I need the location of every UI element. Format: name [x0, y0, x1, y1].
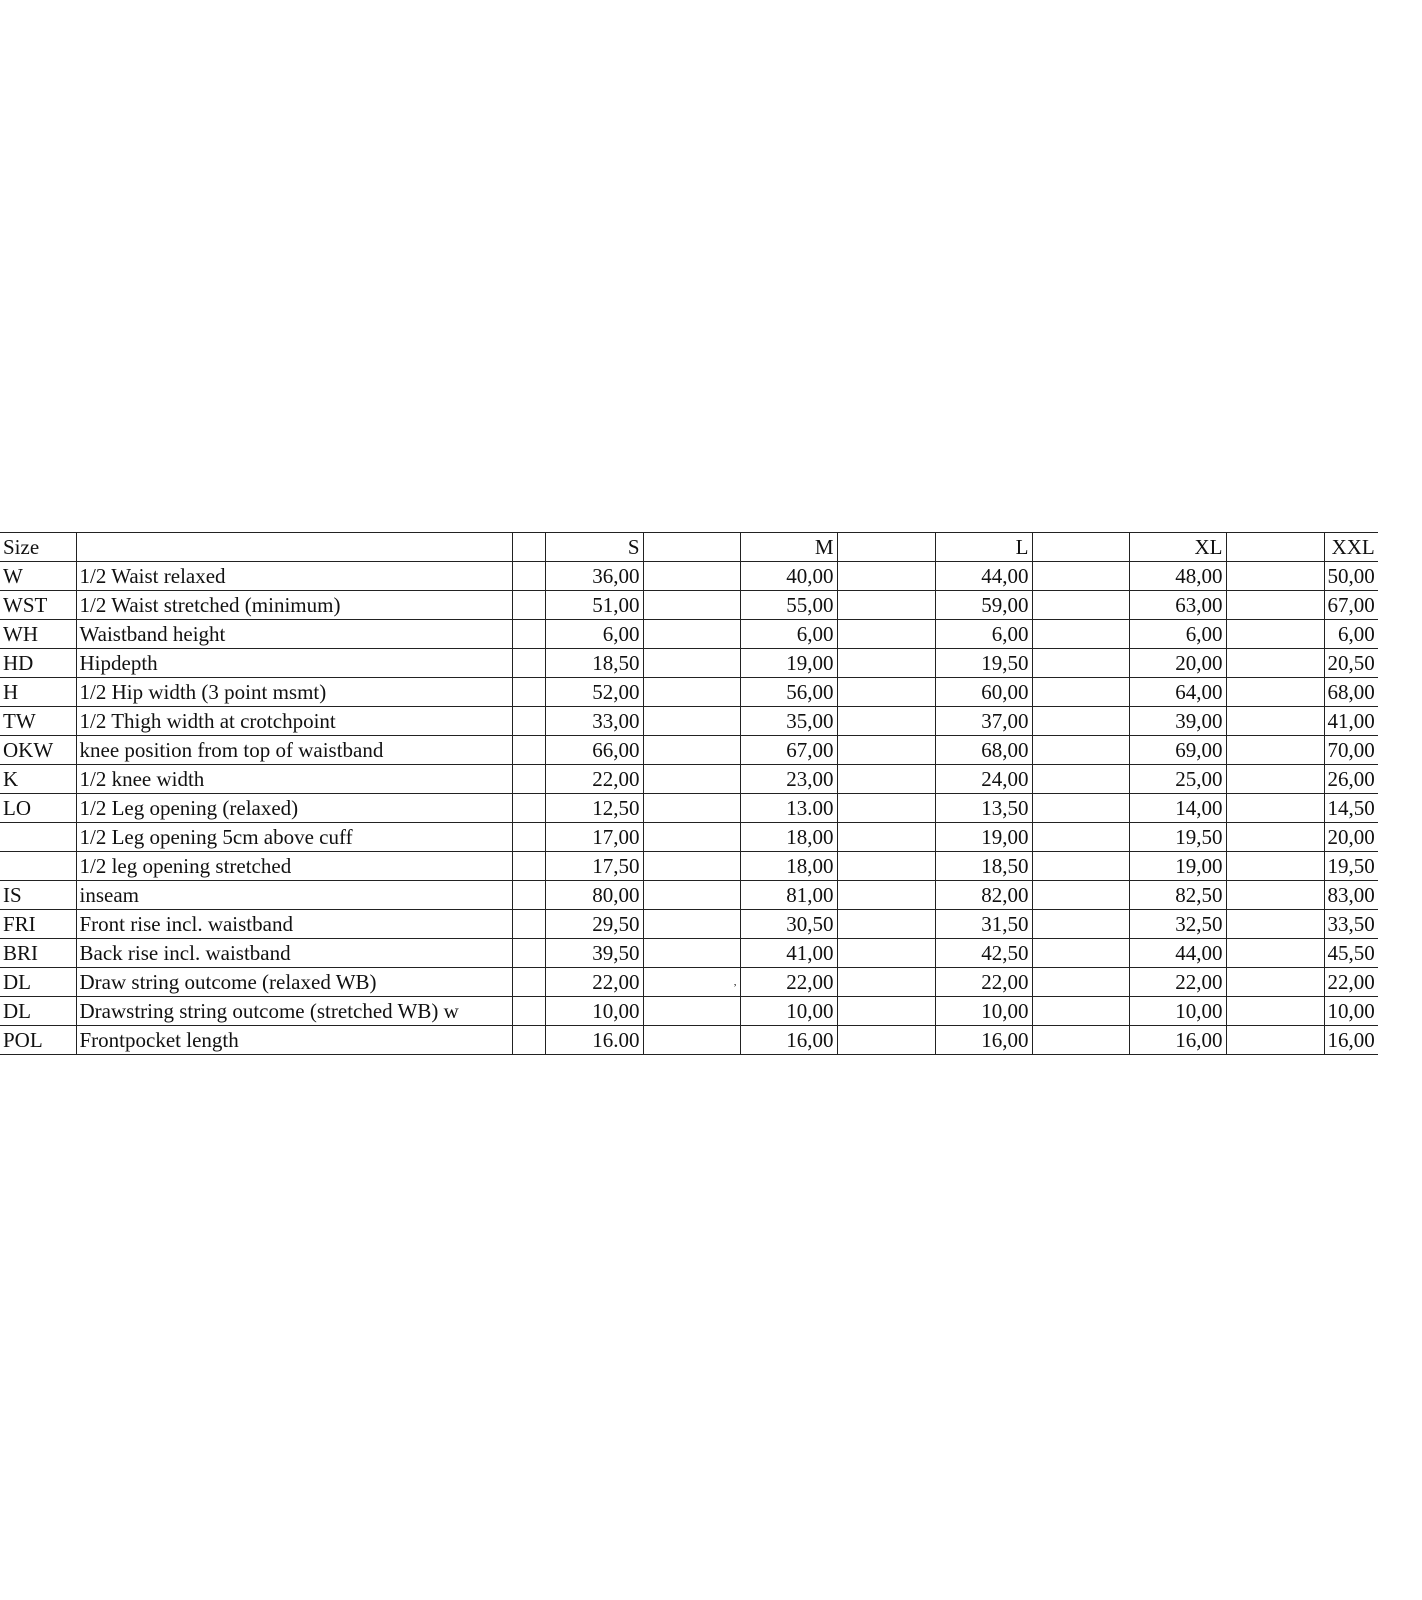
table-spacer-cell: [1032, 707, 1129, 736]
value-xxl: 6,00: [1324, 620, 1378, 649]
row-code: LO: [0, 794, 76, 823]
row-code: POL: [0, 1026, 76, 1055]
table-spacer-cell: [1032, 1026, 1129, 1055]
value-s: 29,50: [545, 910, 643, 939]
table-spacer-cell: [1032, 562, 1129, 591]
value-xl: 14,00: [1129, 794, 1226, 823]
value-l: 60,00: [935, 678, 1032, 707]
table-row: [0, 910, 1378, 939]
value-s: 18,50: [545, 649, 643, 678]
table-spacer-cell: [837, 591, 935, 620]
value-m: 23,00: [740, 765, 837, 794]
value-xl: 19,50: [1129, 823, 1226, 852]
value-m: 19,00: [740, 649, 837, 678]
table-spacer-cell: [837, 649, 935, 678]
value-xxl: 67,00: [1324, 591, 1378, 620]
value-xxl: 19,50: [1324, 852, 1378, 881]
value-s: 22,00: [545, 968, 643, 997]
value-xl: 16,00: [1129, 1026, 1226, 1055]
table-spacer-cell: [512, 649, 545, 678]
table-row: [0, 562, 1378, 591]
value-l: 19,50: [935, 649, 1032, 678]
table-spacer-cell: [837, 794, 935, 823]
table-row: [0, 736, 1378, 765]
value-l: 22,00: [935, 968, 1032, 997]
value-m: 22,00: [740, 968, 837, 997]
table-row: [0, 794, 1378, 823]
row-description: 1/2 Waist stretched (minimum): [76, 591, 512, 620]
row-code: WH: [0, 620, 76, 649]
table-spacer-cell: [512, 910, 545, 939]
value-m: 67,00: [740, 736, 837, 765]
table-spacer-cell: [837, 707, 935, 736]
row-code: FRI: [0, 910, 76, 939]
value-s: 17,00: [545, 823, 643, 852]
table-spacer-cell: [643, 939, 740, 968]
table-spacer-cell: [1032, 591, 1129, 620]
table-spacer-cell: [1032, 852, 1129, 881]
table-row: [0, 939, 1378, 968]
table-spacer-cell: [1226, 968, 1324, 997]
row-description: Drawstring string outcome (stretched WB) w: [76, 997, 512, 1026]
value-m: 18,00: [740, 823, 837, 852]
row-code: W: [0, 562, 76, 591]
value-m: 35,00: [740, 707, 837, 736]
value-xl: 39,00: [1129, 707, 1226, 736]
value-xl: 10,00: [1129, 997, 1226, 1026]
row-code: DL: [0, 997, 76, 1026]
value-m: 30,50: [740, 910, 837, 939]
row-code: OKW: [0, 736, 76, 765]
header-description: [76, 533, 512, 562]
value-s: 52,00: [545, 678, 643, 707]
table-spacer-cell: [1032, 881, 1129, 910]
table-spacer-cell: [837, 881, 935, 910]
table-spacer-cell: [1032, 939, 1129, 968]
table-spacer-cell: [1032, 736, 1129, 765]
table-spacer-cell: [643, 765, 740, 794]
value-m: 41,00: [740, 939, 837, 968]
row-code: [0, 823, 76, 852]
value-m: 18,00: [740, 852, 837, 881]
row-code: HD: [0, 649, 76, 678]
table-spacer-cell: [643, 881, 740, 910]
table-spacer-cell: [512, 1026, 545, 1055]
value-l: 59,00: [935, 591, 1032, 620]
value-l: 19,00: [935, 823, 1032, 852]
table-spacer-cell: [512, 939, 545, 968]
table-spacer-cell: [1226, 881, 1324, 910]
value-l: 44,00: [935, 562, 1032, 591]
table-spacer-cell: [1226, 794, 1324, 823]
value-xxl: 45,50: [1324, 939, 1378, 968]
value-xxl: 14,50: [1324, 794, 1378, 823]
table-spacer-cell: [1032, 823, 1129, 852]
header-size-label: Size: [0, 533, 76, 562]
value-xl: 64,00: [1129, 678, 1226, 707]
row-description: 1/2 knee width: [76, 765, 512, 794]
table-row: [0, 591, 1378, 620]
table-spacer-cell: [643, 649, 740, 678]
value-xl: 48,00: [1129, 562, 1226, 591]
value-l: 13,50: [935, 794, 1032, 823]
table-spacer-cell: [1032, 620, 1129, 649]
table-spacer-cell: [512, 765, 545, 794]
header-size-m: M: [740, 533, 837, 562]
table-spacer-cell: [837, 562, 935, 591]
table-spacer-cell: [512, 620, 545, 649]
table-spacer-cell: [643, 910, 740, 939]
value-l: 68,00: [935, 736, 1032, 765]
value-m: 81,00: [740, 881, 837, 910]
header-size-l: L: [935, 533, 1032, 562]
table-spacer-cell: [1032, 678, 1129, 707]
table-spacer-cell: [1032, 794, 1129, 823]
value-xxl: 70,00: [1324, 736, 1378, 765]
row-description: Frontpocket length: [76, 1026, 512, 1055]
table-spacer-cell: [1226, 852, 1324, 881]
row-description: inseam: [76, 881, 512, 910]
row-description: 1/2 leg opening stretched: [76, 852, 512, 881]
value-l: 6,00: [935, 620, 1032, 649]
table-spacer-cell: [837, 823, 935, 852]
value-m: 40,00: [740, 562, 837, 591]
table-spacer-cell: [643, 736, 740, 765]
value-xl: 63,00: [1129, 591, 1226, 620]
table-row: [0, 852, 1378, 881]
value-xl: 6,00: [1129, 620, 1226, 649]
table-spacer-cell: [1226, 620, 1324, 649]
value-s: 10,00: [545, 997, 643, 1026]
row-description: Waistband height: [76, 620, 512, 649]
value-xxl: 33,50: [1324, 910, 1378, 939]
table-spacer-cell: [837, 968, 935, 997]
table-spacer-cell: [512, 707, 545, 736]
table-row: [0, 997, 1378, 1026]
value-s: 16.00: [545, 1026, 643, 1055]
value-xxl: 22,00: [1324, 968, 1378, 997]
value-s: 22,00: [545, 765, 643, 794]
value-xl: 20,00: [1129, 649, 1226, 678]
value-l: 82,00: [935, 881, 1032, 910]
value-xl: 32,50: [1129, 910, 1226, 939]
table-spacer-cell: [512, 736, 545, 765]
value-s: 39,50: [545, 939, 643, 968]
table-row: [0, 620, 1378, 649]
table-spacer-cell: [512, 562, 545, 591]
table-spacer-cell: [837, 765, 935, 794]
table-spacer-cell: [1032, 649, 1129, 678]
table-spacer-cell: [1226, 649, 1324, 678]
table-spacer-cell: [837, 939, 935, 968]
table-row: [0, 881, 1378, 910]
value-m: 6,00: [740, 620, 837, 649]
value-m: 56,00: [740, 678, 837, 707]
row-description: Draw string outcome (relaxed WB): [76, 968, 512, 997]
table-row: [0, 678, 1378, 707]
value-l: 10,00: [935, 997, 1032, 1026]
value-xxl: 10,00: [1324, 997, 1378, 1026]
row-code: K: [0, 765, 76, 794]
table-spacer-cell: [1226, 591, 1324, 620]
table-row: [0, 649, 1378, 678]
table-spacer-cell: [1226, 765, 1324, 794]
table-row: [0, 968, 1378, 997]
value-xl: 25,00: [1129, 765, 1226, 794]
table-row: [0, 1026, 1378, 1055]
table-spacer-cell: [837, 852, 935, 881]
row-code: WST: [0, 591, 76, 620]
value-s: 80,00: [545, 881, 643, 910]
value-m: 16,00: [740, 1026, 837, 1055]
table-spacer-cell: [643, 823, 740, 852]
value-s: 36,00: [545, 562, 643, 591]
row-description: 1/2 Leg opening 5cm above cuff: [76, 823, 512, 852]
value-xl: 44,00: [1129, 939, 1226, 968]
table-spacer-cell: [643, 533, 740, 562]
header-size-xl: XL: [1129, 533, 1226, 562]
table-spacer-cell: [512, 533, 545, 562]
row-description: Back rise incl. waistband: [76, 939, 512, 968]
table-spacer-cell: [1032, 765, 1129, 794]
table-spacer-cell: [643, 997, 740, 1026]
stray-mark: ,: [643, 968, 740, 997]
row-description: Front rise incl. waistband: [76, 910, 512, 939]
value-l: 24,00: [935, 765, 1032, 794]
value-s: 51,00: [545, 591, 643, 620]
table-spacer-cell: [512, 852, 545, 881]
table-spacer-cell: [643, 852, 740, 881]
table-spacer-cell: [512, 968, 545, 997]
table-spacer-cell: [1226, 910, 1324, 939]
header-size-xxl: XXL: [1324, 533, 1378, 562]
table-spacer-cell: [512, 823, 545, 852]
table-spacer-cell: [837, 620, 935, 649]
row-code: TW: [0, 707, 76, 736]
value-l: 42,50: [935, 939, 1032, 968]
table-spacer-cell: [1226, 1026, 1324, 1055]
row-code: H: [0, 678, 76, 707]
table-spacer-cell: [837, 997, 935, 1026]
table-spacer-cell: [512, 678, 545, 707]
table-spacer-cell: [1226, 533, 1324, 562]
value-m: 10,00: [740, 997, 837, 1026]
table-row: [0, 707, 1378, 736]
row-description: 1/2 Hip width (3 point msmt): [76, 678, 512, 707]
table-spacer-cell: [1032, 533, 1129, 562]
row-description: 1/2 Thigh width at crotchpoint: [76, 707, 512, 736]
value-s: 66,00: [545, 736, 643, 765]
table-spacer-cell: [837, 678, 935, 707]
value-s: 12,50: [545, 794, 643, 823]
value-s: 6,00: [545, 620, 643, 649]
table-spacer-cell: [643, 591, 740, 620]
table-spacer-cell: [512, 881, 545, 910]
value-s: 17,50: [545, 852, 643, 881]
table-spacer-cell: [643, 562, 740, 591]
value-xxl: 41,00: [1324, 707, 1378, 736]
table-spacer-cell: [837, 910, 935, 939]
table-spacer-cell: [512, 794, 545, 823]
value-xl: 22,00: [1129, 968, 1226, 997]
table-spacer-cell: [1226, 939, 1324, 968]
table-spacer-cell: [1226, 997, 1324, 1026]
table-row: [0, 765, 1378, 794]
table-spacer-cell: [1226, 678, 1324, 707]
value-l: 18,50: [935, 852, 1032, 881]
row-code: DL: [0, 968, 76, 997]
table-spacer-cell: [1032, 968, 1129, 997]
table-spacer-cell: [1032, 910, 1129, 939]
value-l: 31,50: [935, 910, 1032, 939]
row-description: Hipdepth: [76, 649, 512, 678]
value-m: 55,00: [740, 591, 837, 620]
row-code: BRI: [0, 939, 76, 968]
value-l: 37,00: [935, 707, 1032, 736]
value-xxl: 68,00: [1324, 678, 1378, 707]
table-spacer-cell: [643, 707, 740, 736]
table-spacer-cell: [837, 1026, 935, 1055]
value-xl: 69,00: [1129, 736, 1226, 765]
table-spacer-cell: [512, 997, 545, 1026]
table-spacer-cell: [1032, 997, 1129, 1026]
value-m: 13.00: [740, 794, 837, 823]
row-description: 1/2 Waist relaxed: [76, 562, 512, 591]
table-spacer-cell: [1226, 736, 1324, 765]
table-row: [0, 823, 1378, 852]
table-spacer-cell: [643, 678, 740, 707]
table-spacer-cell: [1226, 823, 1324, 852]
row-code: IS: [0, 881, 76, 910]
value-xxl: 50,00: [1324, 562, 1378, 591]
table-spacer-cell: [1226, 562, 1324, 591]
table-spacer-cell: [1226, 707, 1324, 736]
value-l: 16,00: [935, 1026, 1032, 1055]
value-xl: 19,00: [1129, 852, 1226, 881]
value-xxl: 16,00: [1324, 1026, 1378, 1055]
value-s: 33,00: [545, 707, 643, 736]
table-spacer-cell: [643, 620, 740, 649]
value-xxl: 20,50: [1324, 649, 1378, 678]
table-spacer-cell: [643, 1026, 740, 1055]
row-description: knee position from top of waistband: [76, 736, 512, 765]
value-xxl: 26,00: [1324, 765, 1378, 794]
table-spacer-cell: [837, 736, 935, 765]
header-size-s: S: [545, 533, 643, 562]
table-header-row: [0, 533, 1378, 562]
size-measurement-table: [0, 532, 1378, 1055]
value-xxl: 83,00: [1324, 881, 1378, 910]
row-description: 1/2 Leg opening (relaxed): [76, 794, 512, 823]
table-spacer-cell: [512, 591, 545, 620]
value-xl: 82,50: [1129, 881, 1226, 910]
value-xxl: 20,00: [1324, 823, 1378, 852]
table-spacer-cell: [837, 533, 935, 562]
table-spacer-cell: [643, 794, 740, 823]
row-code: [0, 852, 76, 881]
